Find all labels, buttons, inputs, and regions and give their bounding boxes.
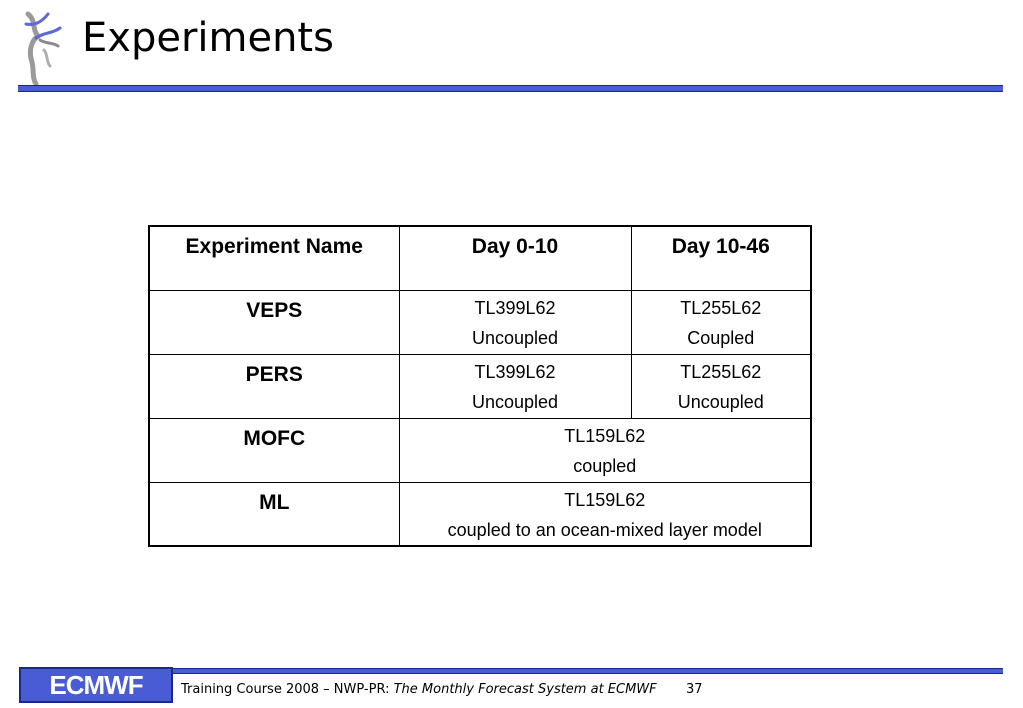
header-experiment-name: Experiment Name bbox=[149, 226, 399, 290]
cell-line-resolution: TL159L62 bbox=[564, 489, 646, 510]
table-row bbox=[149, 418, 811, 482]
experiments-table bbox=[148, 225, 812, 547]
cell-line-coupling: coupled to an ocean-mixed layer model bbox=[447, 519, 762, 540]
cell-line-resolution: TL159L62 bbox=[564, 425, 646, 446]
cell-line-coupling: coupled bbox=[573, 455, 637, 476]
cell-line-resolution: TL255L62 bbox=[680, 297, 762, 318]
footer-caption bbox=[181, 682, 657, 697]
ecmwf-logo bbox=[19, 667, 173, 703]
cell-pers-day-10-46 bbox=[631, 354, 811, 418]
table-header-row bbox=[149, 226, 811, 290]
table-row bbox=[149, 290, 811, 354]
cell-mofc-merged bbox=[399, 418, 811, 482]
header-day-10-46: Day 10-46 bbox=[631, 226, 811, 290]
cell-veps-day-0-10 bbox=[399, 290, 631, 354]
cell-line-coupling: Uncoupled bbox=[471, 391, 559, 412]
cell-line-resolution: TL399L62 bbox=[474, 297, 556, 318]
row-name-veps: VEPS bbox=[149, 290, 399, 354]
cell-line-coupling: Uncoupled bbox=[471, 327, 559, 348]
header-day-0-10: Day 0-10 bbox=[399, 226, 631, 290]
row-name-pers: PERS bbox=[149, 354, 399, 418]
footer-course: Training Course 2008 – NWP-PR: bbox=[181, 682, 394, 697]
cell-veps-day-10-46 bbox=[631, 290, 811, 354]
slide-title: Experiments bbox=[82, 15, 334, 61]
cell-line-coupling: Uncoupled bbox=[677, 391, 764, 412]
ecmwf-swirl-icon bbox=[22, 10, 68, 86]
footer-subtitle: The Monthly Forecast System at ECMWF bbox=[393, 682, 657, 697]
row-name-mofc: MOFC bbox=[149, 418, 399, 482]
table-row bbox=[149, 482, 811, 546]
cell-line-resolution: TL399L62 bbox=[474, 361, 556, 382]
page-number: 37 bbox=[686, 682, 703, 697]
table-row bbox=[149, 354, 811, 418]
row-name-ml: ML bbox=[149, 482, 399, 546]
footer-divider bbox=[172, 668, 1003, 674]
cell-ml-merged bbox=[399, 482, 811, 546]
cell-line-coupling: Coupled bbox=[687, 327, 755, 348]
cell-pers-day-0-10 bbox=[399, 354, 631, 418]
cell-line-resolution: TL255L62 bbox=[680, 361, 762, 382]
title-divider bbox=[18, 85, 1003, 92]
ecmwf-logo-text: ECMWF bbox=[49, 669, 143, 700]
